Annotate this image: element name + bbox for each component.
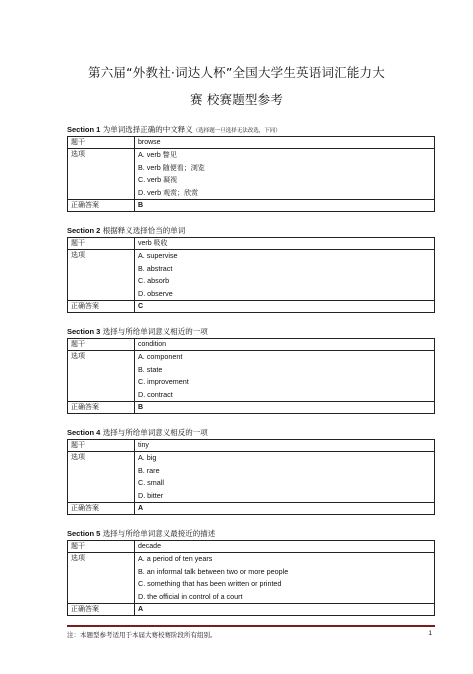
section-title: 选择与所给单词意义相近的一项 (102, 327, 208, 336)
section-title: 选择与所给单词意义最接近的描述 (102, 529, 216, 538)
stem-value: browse (135, 137, 435, 149)
footer-note: 注：本题型参考适用于本届大赛校赛阶段所有组别。 (67, 631, 217, 639)
section-number: Section 2 (67, 226, 101, 235)
option-letter: B. verb (138, 162, 161, 172)
question-table (67, 439, 435, 515)
option-c: C. improvement (138, 377, 189, 386)
options-cell (135, 351, 435, 402)
option-b: B. an informal talk between two or more people (138, 566, 289, 576)
answer-value: B (135, 402, 435, 414)
options-cell (135, 452, 435, 503)
option-c: C. small (138, 478, 164, 487)
options-label: 选项 (68, 452, 135, 503)
answer-value: A (135, 604, 435, 616)
answer-label: 正确答案 (68, 604, 135, 616)
option-d: D. observe (138, 288, 173, 298)
option-text: 凝视 (163, 176, 178, 184)
answer-value: C (135, 301, 435, 313)
stem-value: decade (135, 541, 435, 553)
question-table (67, 136, 435, 212)
section-number: Section 3 (67, 327, 101, 336)
section-number: Section 4 (67, 428, 101, 437)
section-note: （选择题一旦选择无法改选，下同） (192, 128, 281, 134)
section-title: 为单词选择正确的中文释义 (102, 125, 193, 134)
option-b: B. state (138, 364, 163, 374)
option-a: A. supervise (138, 251, 178, 260)
section-number: Section 1 (67, 125, 101, 134)
stem-label: 题干 (68, 339, 135, 351)
page-number: 1 (428, 630, 432, 637)
answer-label: 正确答案 (68, 200, 135, 212)
question-table (67, 237, 435, 313)
section-1 (67, 124, 435, 212)
option-text: 瞥见 (162, 151, 177, 159)
option-d (138, 187, 431, 200)
stem-value: tiny (135, 440, 435, 452)
options-cell (135, 149, 435, 200)
answer-label: 正确答案 (68, 503, 135, 515)
option-d: D. contract (138, 389, 173, 399)
options-label: 选项 (68, 149, 135, 200)
option-text: 观赏；欣赏 (163, 188, 199, 197)
option-c: C. something that has been written or printed (138, 579, 282, 588)
options-label: 选项 (68, 351, 135, 402)
stem-label: 题干 (68, 137, 135, 149)
section-title: 根据释义选择恰当的单词 (102, 226, 186, 235)
stem-value: condition (135, 339, 435, 351)
section-heading (67, 124, 435, 136)
option-c: C. absorb (138, 276, 170, 285)
options-label: 选项 (68, 553, 135, 604)
section-title: 选择与所给单词意义相反的一项 (102, 428, 208, 437)
section-number: Section 5 (67, 529, 101, 538)
section-heading (67, 225, 435, 237)
options-cell (135, 250, 435, 301)
option-b (138, 162, 431, 175)
footer-rule (67, 625, 435, 627)
stem-label: 题干 (68, 238, 135, 250)
option-b: B. abstract (138, 263, 173, 273)
option-d: D. the official in control of a court (138, 591, 243, 601)
option-letter: D. verb (138, 187, 162, 197)
answer-value: A (135, 503, 435, 515)
question-table (67, 338, 435, 414)
option-letter: C. verb (138, 175, 162, 184)
section-5 (67, 528, 435, 616)
answer-value: B (135, 200, 435, 212)
stem-label: 题干 (68, 541, 135, 553)
option-b: B. rare (138, 465, 160, 475)
option-letter: A. verb (138, 150, 161, 159)
option-a: A. a period of ten years (138, 554, 213, 563)
section-heading (67, 427, 435, 439)
question-table (67, 540, 435, 616)
answer-label: 正确答案 (68, 301, 135, 313)
document-title-line1: 第六届“外教社·词达人杯”全国大学生英语词汇能力大 (88, 65, 385, 80)
document-title-line2: 赛 校赛题型参考 (189, 92, 284, 107)
stem-label: 题干 (68, 440, 135, 452)
options-cell (135, 553, 435, 604)
option-a (138, 149, 431, 162)
answer-label: 正确答案 (68, 402, 135, 414)
options-label: 选项 (68, 250, 135, 301)
section-heading (67, 528, 435, 540)
stem-value: verb 吸收 (135, 238, 435, 250)
option-c (138, 174, 431, 187)
footer (67, 630, 435, 639)
section-3 (67, 326, 435, 414)
option-text: 随便看；浏览 (162, 163, 205, 172)
section-4 (67, 427, 435, 515)
option-d: D. bitter (138, 490, 164, 500)
option-a: A. component (138, 352, 183, 361)
option-a: A. big (138, 453, 157, 462)
section-2 (67, 225, 435, 313)
section-heading (67, 326, 435, 338)
